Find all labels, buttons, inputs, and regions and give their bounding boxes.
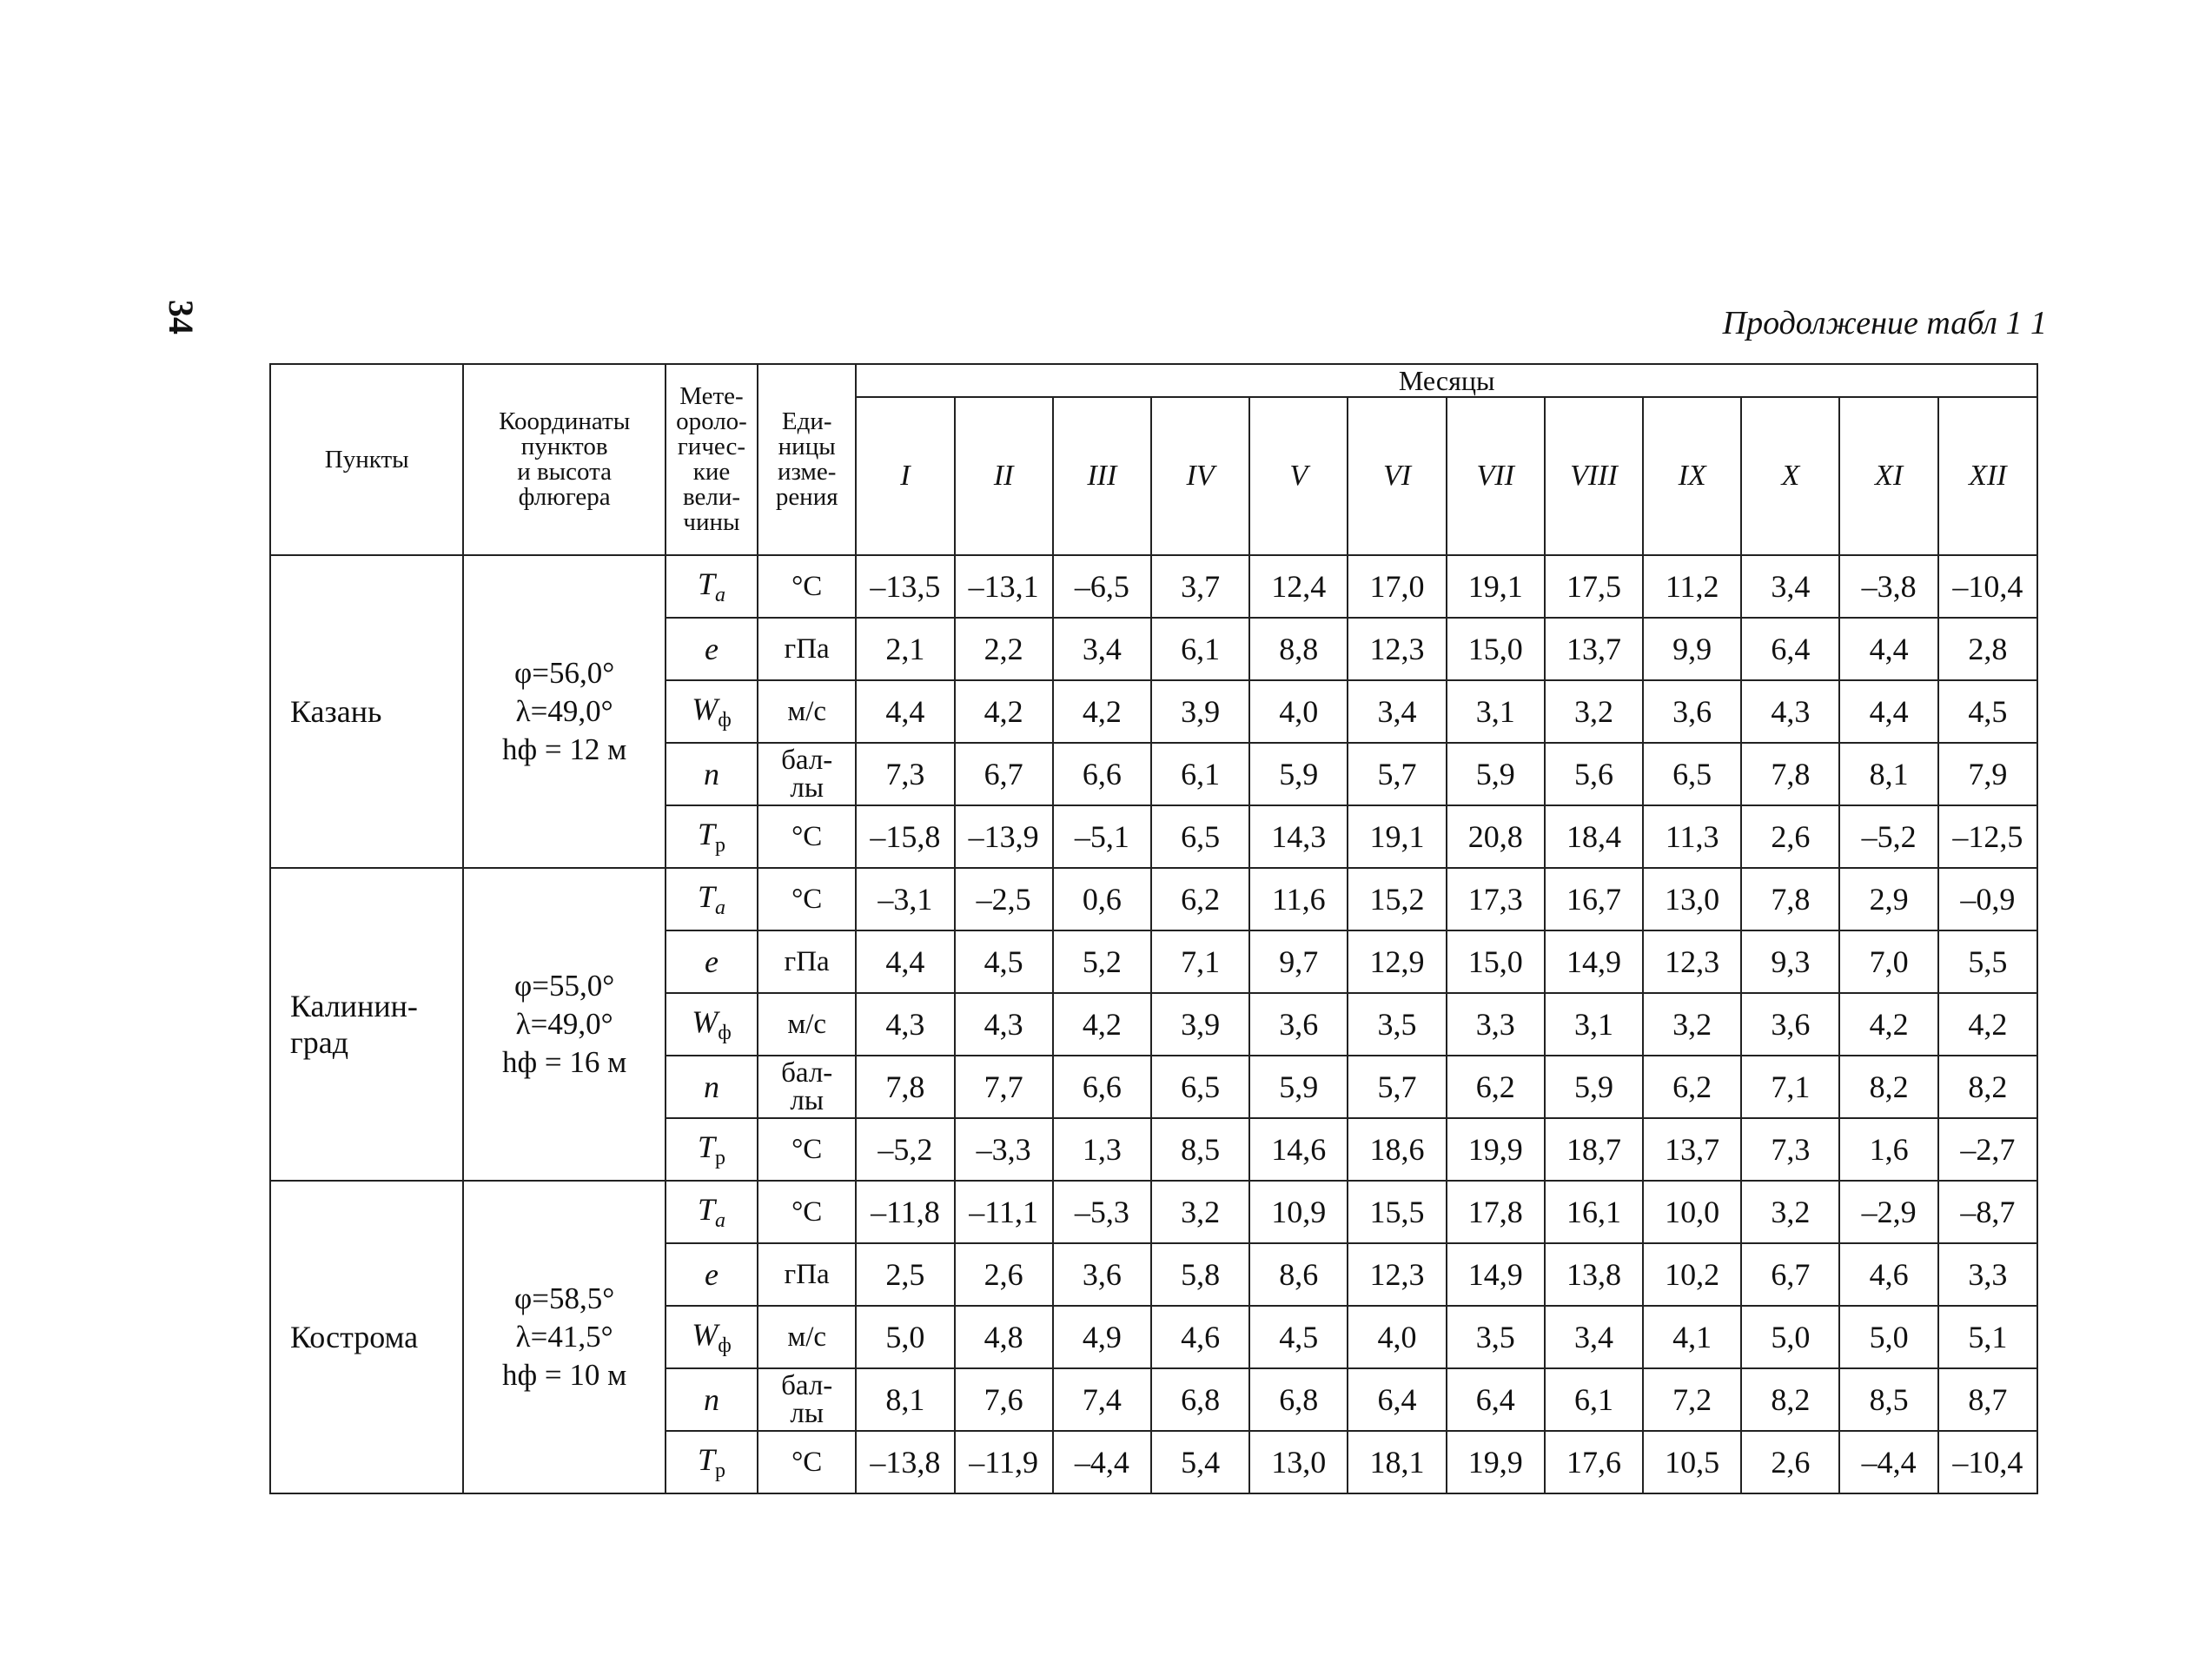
value-cell: –5,3 [1053, 1181, 1151, 1243]
value-cell: 2,6 [1741, 1431, 1839, 1493]
value-cell: 14,9 [1545, 930, 1643, 993]
value-cell: 5,5 [1938, 930, 2037, 993]
value-cell: 8,2 [1839, 1056, 1937, 1118]
station-name: Казань [270, 555, 463, 868]
value-cell: –3,8 [1839, 555, 1937, 618]
value-cell: 11,3 [1643, 805, 1741, 868]
value-cell: 3,1 [1545, 993, 1643, 1056]
value-cell: –2,5 [955, 868, 1053, 930]
table-body [270, 555, 2037, 1493]
unit: °С [758, 555, 856, 618]
value-cell: –12,5 [1938, 805, 2037, 868]
value-cell: 17,6 [1545, 1431, 1643, 1493]
value-cell: 3,6 [1741, 993, 1839, 1056]
value-cell: 5,7 [1348, 1056, 1446, 1118]
value-cell: –5,2 [1839, 805, 1937, 868]
table-row [270, 555, 2037, 618]
value-cell: 6,1 [1545, 1368, 1643, 1431]
value-cell: 9,7 [1249, 930, 1348, 993]
value-cell: 4,9 [1053, 1306, 1151, 1368]
value-cell: –5,2 [856, 1118, 954, 1181]
value-cell: 4,0 [1249, 680, 1348, 743]
value-cell: 3,7 [1151, 555, 1249, 618]
meteo-variable: $W_ф$ [666, 1306, 758, 1368]
value-cell: 3,4 [1545, 1306, 1643, 1368]
value-cell: 1,3 [1053, 1118, 1151, 1181]
meteo-variable: $W_ф$ [666, 680, 758, 743]
value-cell: 16,1 [1545, 1181, 1643, 1243]
value-cell: –11,1 [955, 1181, 1053, 1243]
meteo-variable: $W_ф$ [666, 993, 758, 1056]
value-cell: 5,8 [1151, 1243, 1249, 1306]
unit: гПа [758, 1243, 856, 1306]
value-cell: –2,9 [1839, 1181, 1937, 1243]
value-cell: 17,8 [1447, 1181, 1545, 1243]
value-cell: 11,6 [1249, 868, 1348, 930]
value-cell: 4,5 [955, 930, 1053, 993]
value-cell: 8,6 [1249, 1243, 1348, 1306]
value-cell: 2,5 [856, 1243, 954, 1306]
value-cell: –11,9 [955, 1431, 1053, 1493]
header-coords: Координаты пунктов и высота флюгера [463, 364, 665, 555]
value-cell: 17,3 [1447, 868, 1545, 930]
value-cell: 8,5 [1839, 1368, 1937, 1431]
value-cell: 11,2 [1643, 555, 1741, 618]
value-cell: 4,3 [1741, 680, 1839, 743]
value-cell: 6,5 [1643, 743, 1741, 805]
value-cell: 19,9 [1447, 1118, 1545, 1181]
value-cell: –2,7 [1938, 1118, 2037, 1181]
value-cell: 5,9 [1545, 1056, 1643, 1118]
value-cell: 9,3 [1741, 930, 1839, 993]
value-cell: 3,9 [1151, 993, 1249, 1056]
header-units: Еди- ницы изме- рения [758, 364, 856, 555]
value-cell: 13,7 [1643, 1118, 1741, 1181]
value-cell: 5,2 [1053, 930, 1151, 993]
value-cell: 12,3 [1348, 1243, 1446, 1306]
value-cell: 6,6 [1053, 743, 1151, 805]
value-cell: 3,4 [1053, 618, 1151, 680]
value-cell: 7,8 [1741, 868, 1839, 930]
coord-lambda: λ=49,0° [515, 1007, 613, 1041]
value-cell: 13,8 [1545, 1243, 1643, 1306]
value-cell: 10,2 [1643, 1243, 1741, 1306]
value-cell: 14,9 [1447, 1243, 1545, 1306]
unit: гПа [758, 930, 856, 993]
value-cell: –8,7 [1938, 1181, 2037, 1243]
value-cell: 6,7 [1741, 1243, 1839, 1306]
unit: °С [758, 805, 856, 868]
unit: °С [758, 1181, 856, 1243]
value-cell: 5,0 [1741, 1306, 1839, 1368]
value-cell: 8,2 [1741, 1368, 1839, 1431]
value-cell: 4,4 [856, 930, 954, 993]
value-cell: –13,1 [955, 555, 1053, 618]
value-cell: 7,9 [1938, 743, 2037, 805]
unit: бал- лы [758, 743, 856, 805]
value-cell: 7,6 [955, 1368, 1053, 1431]
coord-h: hф = 10 м [501, 1358, 627, 1392]
meteo-variable: n [666, 1368, 758, 1431]
value-cell: 7,8 [1741, 743, 1839, 805]
meteo-variable: $T_р$ [666, 1118, 758, 1181]
value-cell: 6,8 [1249, 1368, 1348, 1431]
meteo-variable: e [666, 1243, 758, 1306]
value-cell: 12,4 [1249, 555, 1348, 618]
value-cell: 10,0 [1643, 1181, 1741, 1243]
value-cell: 3,6 [1249, 993, 1348, 1056]
station-coords [463, 1181, 665, 1493]
station-coords [463, 868, 665, 1181]
value-cell: 10,9 [1249, 1181, 1348, 1243]
value-cell: 7,0 [1839, 930, 1937, 993]
value-cell: –10,4 [1938, 1431, 2037, 1493]
value-cell: –11,8 [856, 1181, 954, 1243]
value-cell: 6,5 [1151, 1056, 1249, 1118]
value-cell: 0,6 [1053, 868, 1151, 930]
coord-h: hф = 16 м [501, 1045, 627, 1079]
value-cell: –3,1 [856, 868, 954, 930]
value-cell: 10,5 [1643, 1431, 1741, 1493]
value-cell: 2,2 [955, 618, 1053, 680]
header-points: Пункты [270, 364, 463, 555]
coord-phi: φ=58,5° [514, 1281, 615, 1315]
header-meteo: Мете- ороло- гичес- кие вели- чины [666, 364, 758, 555]
value-cell: 3,6 [1053, 1243, 1151, 1306]
value-cell: 5,0 [1839, 1306, 1937, 1368]
value-cell: 12,3 [1348, 618, 1446, 680]
value-cell: 7,2 [1643, 1368, 1741, 1431]
value-cell: 18,4 [1545, 805, 1643, 868]
value-cell: –13,5 [856, 555, 954, 618]
value-cell: 6,6 [1053, 1056, 1151, 1118]
value-cell: 6,1 [1151, 743, 1249, 805]
value-cell: 14,3 [1249, 805, 1348, 868]
value-cell: 12,9 [1348, 930, 1446, 993]
value-cell: 3,4 [1741, 555, 1839, 618]
meteo-variable: $T_a$ [666, 555, 758, 618]
value-cell: 8,7 [1938, 1368, 2037, 1431]
value-cell: 4,3 [856, 993, 954, 1056]
month-header: I [856, 397, 954, 555]
value-cell: 7,7 [955, 1056, 1053, 1118]
value-cell: 18,6 [1348, 1118, 1446, 1181]
station-name: Кострома [270, 1181, 463, 1493]
value-cell: 3,6 [1643, 680, 1741, 743]
value-cell: –4,4 [1053, 1431, 1151, 1493]
value-cell: 3,2 [1741, 1181, 1839, 1243]
value-cell: 17,0 [1348, 555, 1446, 618]
value-cell: 3,3 [1447, 993, 1545, 1056]
month-header: VI [1348, 397, 1446, 555]
value-cell: 4,4 [1839, 618, 1937, 680]
station-name: Калинин- град [270, 868, 463, 1181]
coord-h: hф = 12 м [501, 732, 627, 766]
table-row [270, 1181, 2037, 1243]
table-row [270, 868, 2037, 930]
value-cell: 9,9 [1643, 618, 1741, 680]
value-cell: 14,6 [1249, 1118, 1348, 1181]
value-cell: 7,8 [856, 1056, 954, 1118]
value-cell: 6,8 [1151, 1368, 1249, 1431]
unit: °С [758, 1431, 856, 1493]
meteo-variable: $T_a$ [666, 868, 758, 930]
value-cell: 13,0 [1643, 868, 1741, 930]
month-header: VIII [1545, 397, 1643, 555]
unit: °С [758, 1118, 856, 1181]
value-cell: 6,4 [1447, 1368, 1545, 1431]
value-cell: 20,8 [1447, 805, 1545, 868]
climate-table [269, 363, 2038, 1494]
value-cell: 4,3 [955, 993, 1053, 1056]
value-cell: 2,6 [955, 1243, 1053, 1306]
value-cell: 6,4 [1741, 618, 1839, 680]
value-cell: 2,6 [1741, 805, 1839, 868]
value-cell: 5,4 [1151, 1431, 1249, 1493]
value-cell: –13,9 [955, 805, 1053, 868]
value-cell: 15,0 [1447, 618, 1545, 680]
value-cell: 4,8 [955, 1306, 1053, 1368]
table-caption: Продолжение табл 1 1 [1722, 305, 2047, 341]
value-cell: 4,4 [856, 680, 954, 743]
month-header: X [1741, 397, 1839, 555]
value-cell: 4,5 [1249, 1306, 1348, 1368]
value-cell: 6,1 [1151, 618, 1249, 680]
value-cell: 3,2 [1545, 680, 1643, 743]
unit: м/с [758, 1306, 856, 1368]
value-cell: 2,8 [1938, 618, 2037, 680]
coord-phi: φ=56,0° [514, 656, 615, 690]
value-cell: –13,8 [856, 1431, 954, 1493]
meteo-variable: n [666, 1056, 758, 1118]
value-cell: –15,8 [856, 805, 954, 868]
month-header: IX [1643, 397, 1741, 555]
meteo-variable: $T_р$ [666, 805, 758, 868]
month-header: II [955, 397, 1053, 555]
value-cell: 4,4 [1839, 680, 1937, 743]
value-cell: 3,3 [1938, 1243, 2037, 1306]
value-cell: 7,4 [1053, 1368, 1151, 1431]
value-cell: 3,5 [1447, 1306, 1545, 1368]
value-cell: 15,5 [1348, 1181, 1446, 1243]
value-cell: –10,4 [1938, 555, 2037, 618]
value-cell: 3,2 [1643, 993, 1741, 1056]
value-cell: 15,2 [1348, 868, 1446, 930]
meteo-variable: n [666, 743, 758, 805]
value-cell: 3,4 [1348, 680, 1446, 743]
value-cell: 19,9 [1447, 1431, 1545, 1493]
value-cell: 6,5 [1151, 805, 1249, 868]
station-coords [463, 555, 665, 868]
value-cell: 4,0 [1348, 1306, 1446, 1368]
value-cell: 5,7 [1348, 743, 1446, 805]
value-cell: 4,2 [1053, 993, 1151, 1056]
value-cell: 4,2 [1938, 993, 2037, 1056]
unit: м/с [758, 680, 856, 743]
value-cell: 18,1 [1348, 1431, 1446, 1493]
value-cell: –6,5 [1053, 555, 1151, 618]
value-cell: 2,1 [856, 618, 954, 680]
header-months: Месяцы [856, 364, 2037, 397]
month-header: III [1053, 397, 1151, 555]
meteo-variable: $T_р$ [666, 1431, 758, 1493]
value-cell: 4,2 [955, 680, 1053, 743]
month-header: XII [1938, 397, 2037, 555]
unit: м/с [758, 993, 856, 1056]
value-cell: 5,9 [1249, 743, 1348, 805]
value-cell: 19,1 [1348, 805, 1446, 868]
value-cell: 8,1 [856, 1368, 954, 1431]
value-cell: 13,7 [1545, 618, 1643, 680]
value-cell: 6,2 [1151, 868, 1249, 930]
unit: бал- лы [758, 1056, 856, 1118]
value-cell: 5,1 [1938, 1306, 2037, 1368]
value-cell: 4,2 [1053, 680, 1151, 743]
value-cell: 13,0 [1249, 1431, 1348, 1493]
meteo-variable: e [666, 618, 758, 680]
value-cell: 16,7 [1545, 868, 1643, 930]
value-cell: 3,2 [1151, 1181, 1249, 1243]
value-cell: 6,2 [1447, 1056, 1545, 1118]
meteo-variable: $T_a$ [666, 1181, 758, 1243]
value-cell: 7,1 [1741, 1056, 1839, 1118]
value-cell: 7,1 [1151, 930, 1249, 993]
value-cell: 2,9 [1839, 868, 1937, 930]
meteo-variable: e [666, 930, 758, 993]
value-cell: 18,7 [1545, 1118, 1643, 1181]
value-cell: 3,5 [1348, 993, 1446, 1056]
value-cell: 8,1 [1839, 743, 1937, 805]
value-cell: –4,4 [1839, 1431, 1937, 1493]
value-cell: 8,5 [1151, 1118, 1249, 1181]
value-cell: –3,3 [955, 1118, 1053, 1181]
month-header: V [1249, 397, 1348, 555]
unit: °С [758, 868, 856, 930]
value-cell: 3,1 [1447, 680, 1545, 743]
value-cell: 6,2 [1643, 1056, 1741, 1118]
value-cell: 12,3 [1643, 930, 1741, 993]
month-header: VII [1447, 397, 1545, 555]
value-cell: 3,9 [1151, 680, 1249, 743]
value-cell: 8,8 [1249, 618, 1348, 680]
value-cell: 7,3 [856, 743, 954, 805]
coord-lambda: λ=41,5° [515, 1320, 613, 1354]
unit: бал- лы [758, 1368, 856, 1431]
page-number: 34 [162, 300, 201, 334]
value-cell: 4,6 [1839, 1243, 1937, 1306]
value-cell: 8,2 [1938, 1056, 2037, 1118]
coord-phi: φ=55,0° [514, 969, 615, 1003]
value-cell: 4,6 [1151, 1306, 1249, 1368]
value-cell: 19,1 [1447, 555, 1545, 618]
value-cell: 4,5 [1938, 680, 2037, 743]
value-cell: 6,7 [955, 743, 1053, 805]
value-cell: 4,1 [1643, 1306, 1741, 1368]
value-cell: 17,5 [1545, 555, 1643, 618]
unit: гПа [758, 618, 856, 680]
value-cell: 1,6 [1839, 1118, 1937, 1181]
coord-lambda: λ=49,0° [515, 694, 613, 728]
value-cell: 5,6 [1545, 743, 1643, 805]
value-cell: 7,3 [1741, 1118, 1839, 1181]
month-header: XI [1839, 397, 1937, 555]
value-cell: 4,2 [1839, 993, 1937, 1056]
value-cell: 15,0 [1447, 930, 1545, 993]
value-cell: –5,1 [1053, 805, 1151, 868]
value-cell: 5,9 [1249, 1056, 1348, 1118]
value-cell: –0,9 [1938, 868, 2037, 930]
value-cell: 5,0 [856, 1306, 954, 1368]
month-header: IV [1151, 397, 1249, 555]
value-cell: 6,4 [1348, 1368, 1446, 1431]
value-cell: 5,9 [1447, 743, 1545, 805]
